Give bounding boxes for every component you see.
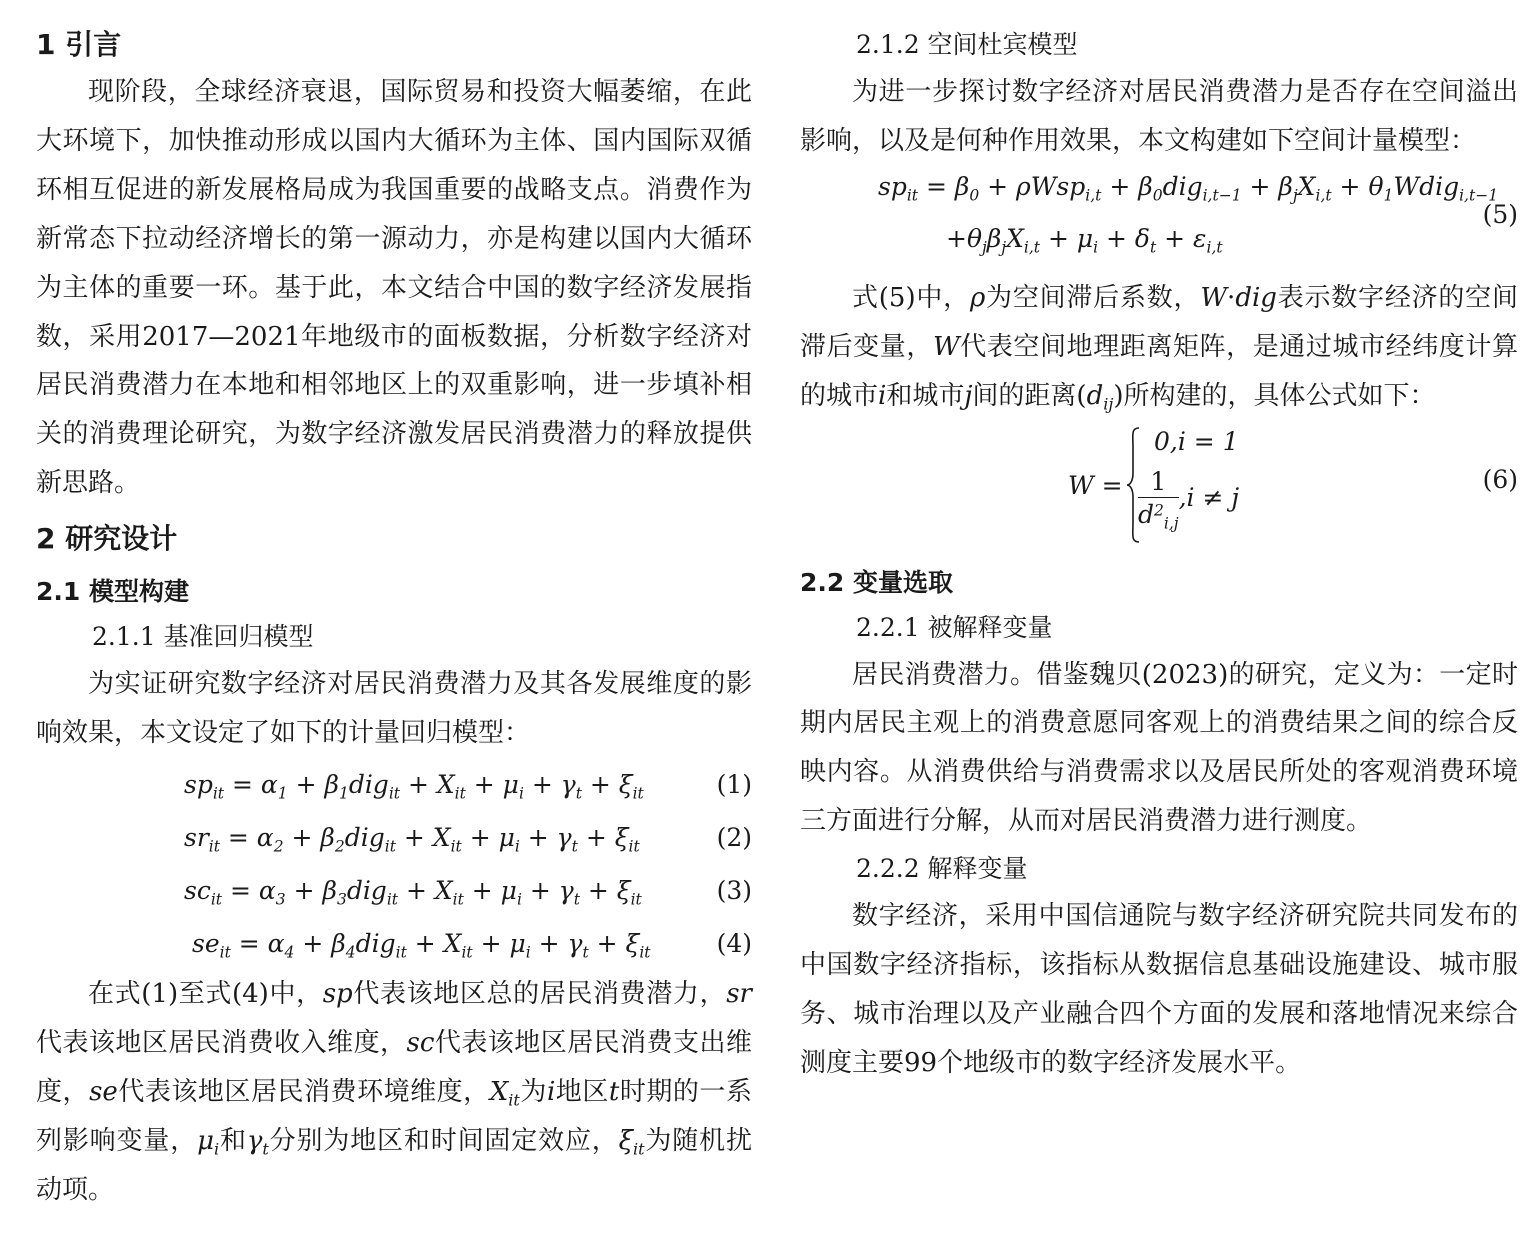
section-heading-introduction: 1 引言 bbox=[36, 28, 122, 61]
equation-number: (6) bbox=[1482, 464, 1518, 494]
eq5-explanation-paragraph: 式(5)中，ρ为空间滞后系数，W·dig表示数字经济的空间滞后变量，W代表空间地理距离矩阵，是通过城市经纬度计算的城市i和城市j间的距离$(d_{ij})$所构建的，具体公式如下： bbox=[800, 282, 1518, 414]
subsubsection-heading-explanatory: 2.2.2 解释变量 bbox=[856, 854, 1028, 884]
subsection-heading-model: 2.1 模型构建 bbox=[36, 577, 189, 607]
equation-number: (4) bbox=[716, 928, 752, 958]
equation-number: (3) bbox=[716, 875, 752, 905]
subsection-heading-variables: 2.2 变量选取 bbox=[800, 567, 953, 597]
equation-number: (5) bbox=[1482, 199, 1518, 229]
subsubsection-heading-dependent: 2.2.1 被解释变量 bbox=[856, 612, 1053, 642]
variables-paragraph: 在式(1)至式(4)中，sp代表该地区总的居民消费潜力，sr代表该地区居民消费收入维度，sc代表该地区居民消费支出维度，se代表该地区居民消费环境维度，$X_{it}$为i地区t时期的一系列影响变量，$\mu_i$和$\gamma_t$分别为地区和时间固定效应，$\xi_{it}$为随机扰动项。 bbox=[36, 978, 752, 1205]
equation-6: W = 0,i = 1 $\frac{1}{d^2_{i,j}}$ ,i ≠ j (6) bbox=[800, 421, 1518, 561]
intro-paragraph: 现阶段，全球经济衰退，国际贸易和投资大幅萎缩，在此大环境下，加快推动形成以国内大循环为主体、国内国际双循环相互促进的新发展格局成为我国重要的战略支点。消费作为新常态下拉动经济增长的第一源动力，亦是构建以国内大循环为主体的重要一环。基于此，本文结合中国的数字经济发展指数，采用2017—2021年地级市的面板数据，分析数字经济对居民消费潜力在本地和相邻地区上的双重影响，进一步填补相关的消费理论研究，为数字经济激发居民消费潜力的释放提供新思路。 bbox=[36, 77, 752, 499]
equation-number: (2) bbox=[716, 822, 752, 852]
subsubsection-heading-spatial-durbin: 2.1.2 空间杜宾模型 bbox=[856, 30, 1078, 59]
equation-1: $sp_{it} = \alpha_1 + \beta_1dig_{it} + X_{it} + \mu_i + \gamma_t + \xi_{it}$ (1) bbox=[36, 758, 752, 811]
equation-4: $se_{it} = \alpha_4 + \beta_4dig_{it} + X_{it} + \mu_i + \gamma_t + \xi_{it}$ (4) bbox=[36, 917, 752, 970]
dependent-variable-paragraph: 居民消费潜力。借鉴魏贝(2023)的研究，定义为：一定时期内居民主观上的消费意愿同客观上的消费结果之间的综合反映内容。从消费供给与消费需求以及居民所处的客观消费环境三方面进行分解，从而对居民消费潜力进行测度。 bbox=[800, 659, 1518, 837]
equation-3: $sc_{it} = \alpha_3 + \beta_3dig_{it} + X_{it} + \mu_i + \gamma_t + \xi_{it}$ (3) bbox=[36, 864, 752, 917]
subsubsection-heading-baseline: 2.1.1 基准回归模型 bbox=[92, 622, 314, 652]
right-column bbox=[800, 22, 1518, 1088]
model-paragraph: 为实证研究数字经济对居民消费潜力及其各发展维度的影响效果，本文设定了如下的计量回归模型： bbox=[36, 669, 752, 749]
equation-2: $sr_{it} = \alpha_2 + \beta_2dig_{it} + X_{it} + \mu_i + \gamma_t + \xi_{it}$ (2) bbox=[36, 811, 752, 864]
equation-5: $sp_{it} = \beta_0 + \rho Wsp_{i,t} + \beta_0dig_{i,t-1} + \beta_jX_{i,t}$ + $\theta_1Wdig_{i,t-1}$ $+\theta_j\beta_jX_{i,t} + \mu_i + \delta_t + \varepsilon_{i,t}$ (5) bbox=[878, 171, 1518, 257]
explanatory-variable-paragraph: 数字经济，采用中国信通院与数字经济研究院共同发布的中国数字经济指标，该指标从数据信息基础设施建设、城市服务、城市治理以及产业融合四个方面的发展和落地情况来综合测度主要99个地级市的数字经济发展水平。 bbox=[800, 901, 1518, 1078]
left-column bbox=[36, 22, 752, 1215]
section-heading-research-design: 2 研究设计 bbox=[36, 522, 178, 556]
spatial-paragraph: 为进一步探讨数字经济对居民消费潜力是否存在空间溢出影响，以及是何种作用效果，本文构建如下空间计量模型： bbox=[800, 77, 1518, 156]
equation-number: (1) bbox=[716, 769, 752, 799]
